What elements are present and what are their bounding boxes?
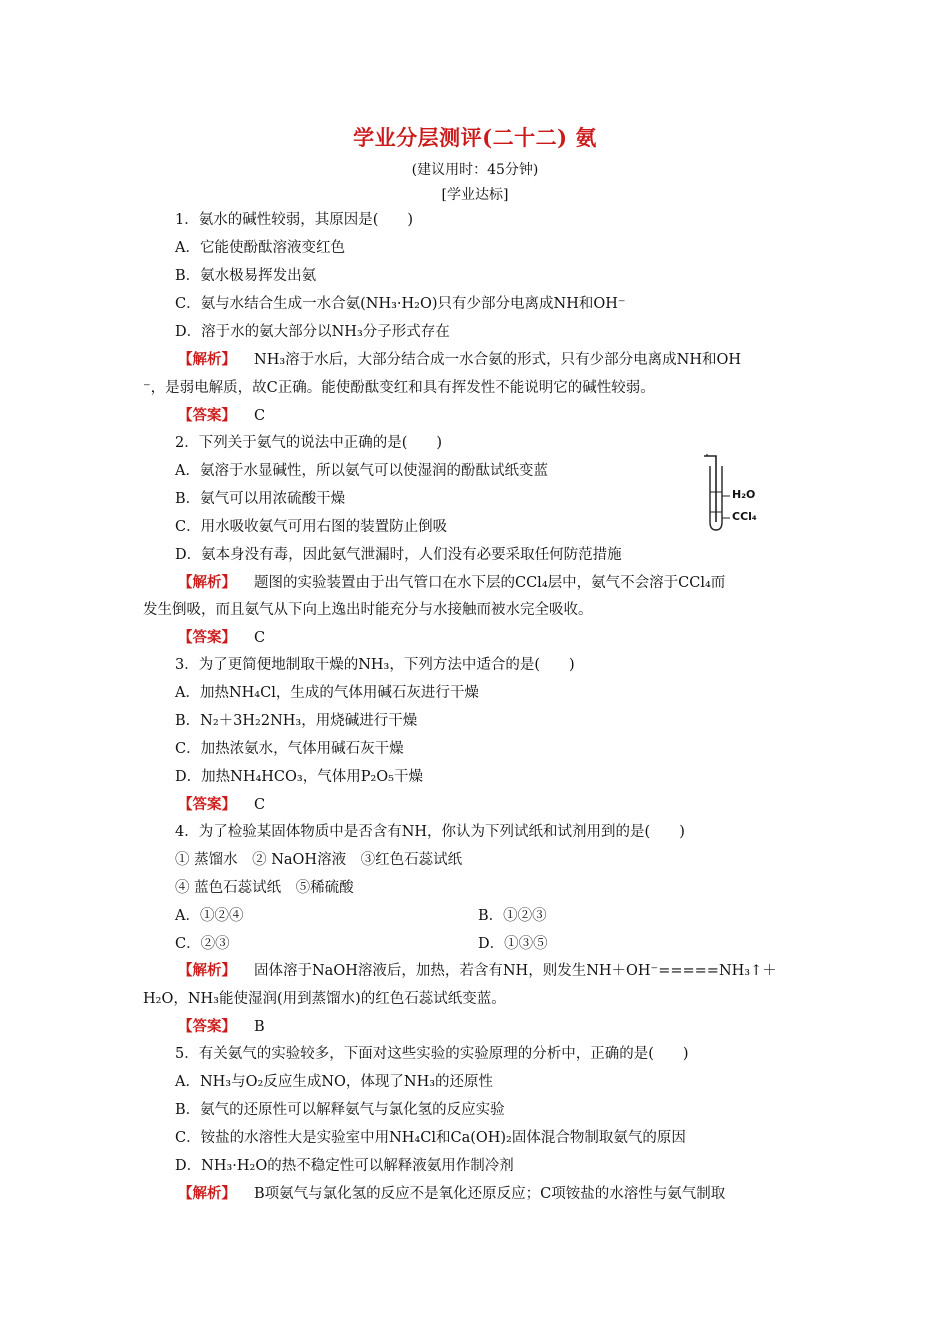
q4-analysis	[178, 959, 777, 980]
q4-option-c: C．②③	[175, 936, 230, 952]
q5-option-a: A．NH₃与O₂反应生成NO，体现了NH₃的还原性	[175, 1074, 494, 1090]
q2-analysis	[178, 571, 725, 592]
q3-option-a: A．加热NH₄Cl，生成的气体用碱石灰进行干燥	[175, 685, 479, 701]
q3-answer-value: C	[254, 797, 266, 813]
absorption-apparatus-figure	[698, 452, 768, 534]
q3-stem: 3．为了更简便地制取干燥的NH₃，下列方法中适合的是( )	[175, 657, 575, 673]
q1-analysis-text: NH₃溶于水后，大部分结合成一水合氨的形式，只有少部分电离成NH和OH	[254, 352, 742, 368]
q2-answer	[178, 626, 265, 647]
answer-tag: 【答案】	[178, 407, 236, 424]
q5-option-b: B．氨气的还原性可以解释氨气与氯化氢的反应实验	[175, 1102, 505, 1118]
q2-option-b: B．氨气可以用浓硫酸干燥	[175, 491, 346, 507]
analysis-tag: 【解析】	[178, 962, 236, 979]
q1-option-c: C．氨与水结合生成一水合氨(NH₃·H₂O)只有少部分电离成NH和OH⁻	[175, 296, 626, 312]
q4-option-b: B．①②③	[478, 908, 547, 924]
q5-stem: 5．有关氨气的实验较多，下面对这些实验的实验原理的分析中，正确的是( )	[175, 1046, 689, 1062]
q4-answer	[178, 1015, 265, 1036]
q1-analysis	[178, 348, 741, 369]
analysis-tag: 【解析】	[178, 1185, 236, 1202]
q4-analysis-text: 固体溶于NaOH溶液后，加热，若含有NH，则发生NH＋OH⁻=====NH₃↑＋	[254, 963, 777, 979]
q4-analysis-cont: H₂O，NH₃能使湿润(用到蒸馏水)的红色石蕊试纸变蓝。	[143, 991, 506, 1007]
suggested-time: (建议用时：45分钟)	[411, 162, 539, 178]
page-title: 学业分层测评(二十二) 氨	[353, 125, 597, 150]
q4-items-row-1: ① 蒸馏水 ② NaOH溶液 ③红色石蕊试纸	[175, 852, 463, 868]
q4-option-d: D．①③⑤	[478, 936, 548, 952]
q3-answer	[178, 793, 265, 814]
answer-tag: 【答案】	[178, 629, 236, 646]
ccl4-layer-label: CCl₄	[732, 510, 757, 523]
q5-option-c: C．铵盐的水溶性大是实验室中用NH₄Cl和Ca(OH)₂固体混合物制取氨气的原因	[175, 1130, 686, 1146]
q2-option-a: A．氨溶于水显碱性，所以氨气可以使湿润的酚酞试纸变蓝	[175, 463, 548, 479]
section-heading: [学业达标]	[441, 187, 509, 203]
q3-option-d: D．加热NH₄HCO₃，气体用P₂O₅干燥	[175, 769, 423, 785]
q2-answer-value: C	[254, 630, 266, 646]
water-layer-label: H₂O	[732, 488, 756, 501]
q4-answer-value: B	[254, 1019, 265, 1035]
q1-answer-value: C	[254, 408, 266, 424]
analysis-tag: 【解析】	[178, 574, 236, 591]
answer-tag: 【答案】	[178, 796, 236, 813]
q3-option-c: C．加热浓氨水，气体用碱石灰干燥	[175, 741, 404, 757]
q2-analysis-cont: 发生倒吸，而且氨气从下向上逸出时能充分与水接触而被水完全吸收。	[143, 602, 593, 618]
answer-tag: 【答案】	[178, 1018, 236, 1035]
q5-option-d: D．NH₃·H₂O的热不稳定性可以解释液氨用作制冷剂	[175, 1158, 514, 1174]
q1-option-b: B．氨水极易挥发出氨	[175, 268, 317, 284]
q4-items-row-2: ④ 蓝色石蕊试纸 ⑤稀硫酸	[175, 880, 354, 896]
q2-option-d: D．氨本身没有毒，因此氨气泄漏时，人们没有必要采取任何防范措施	[175, 547, 622, 563]
q5-analysis-text: B项氨气与氯化氢的反应不是氧化还原反应；C项铵盐的水溶性与氨气制取	[254, 1186, 726, 1202]
q3-option-b: B．N₂＋3H₂2NH₃，用烧碱进行干燥	[175, 713, 418, 729]
q1-stem: 1．氨水的碱性较弱，其原因是( )	[175, 212, 414, 228]
q1-answer	[178, 404, 265, 425]
q1-option-a: A．它能使酚酞溶液变红色	[175, 240, 345, 256]
q2-option-c: C．用水吸收氨气可用右图的装置防止倒吸	[175, 519, 448, 535]
q2-stem: 2．下列关于氨气的说法中正确的是( )	[175, 435, 443, 451]
q1-option-d: D．溶于水的氨大部分以NH₃分子形式存在	[175, 324, 450, 340]
analysis-tag: 【解析】	[178, 351, 236, 368]
q2-analysis-text: 题图的实验装置由于出气管口在水下层的CCl₄层中，氨气不会溶于CCl₄而	[254, 575, 726, 591]
q5-analysis	[178, 1182, 725, 1203]
q4-stem: 4．为了检验某固体物质中是否含有NH，你认为下列试纸和试剂用到的是( )	[175, 824, 685, 840]
q1-analysis-cont: ⁻，是弱电解质，故C正确。能使酚酞变红和具有挥发性不能说明它的碱性较弱。	[143, 380, 655, 396]
q4-option-a: A．①②④	[175, 908, 244, 924]
